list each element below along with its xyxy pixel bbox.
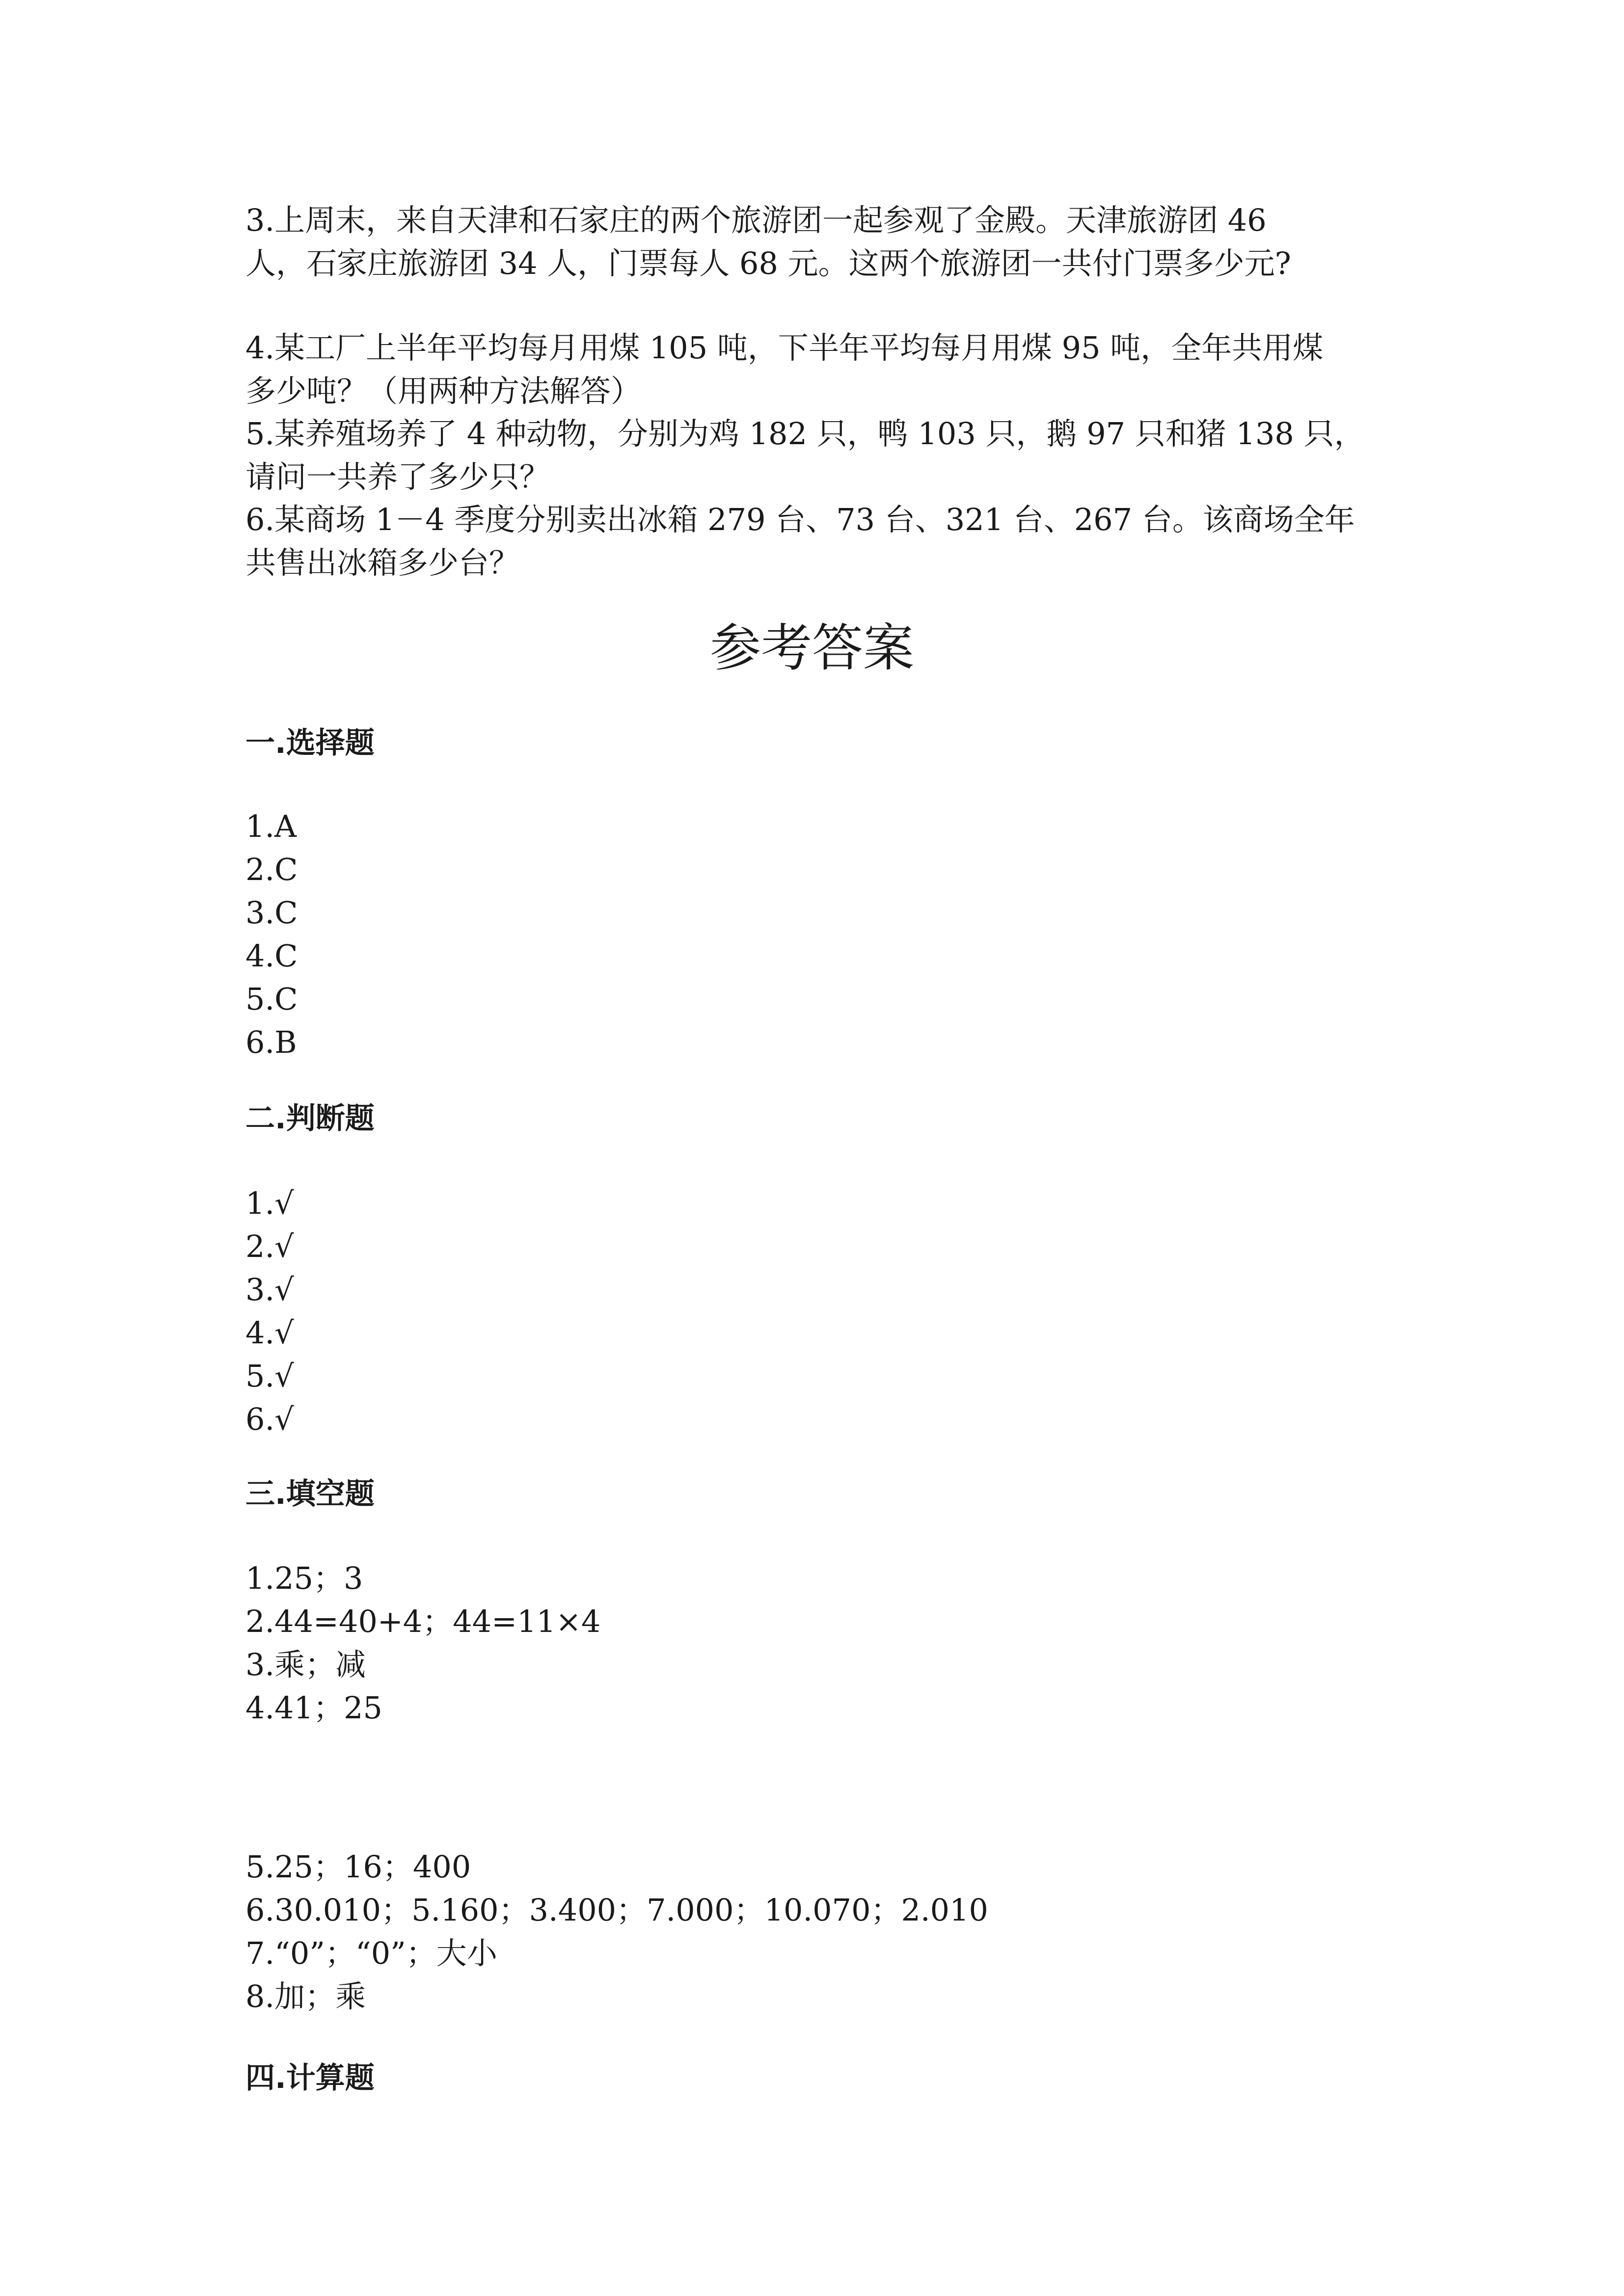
answer-item: 5.25；16；400: [245, 1849, 471, 1885]
answer-item: 3.C: [245, 895, 298, 931]
answer-item: 4.√: [245, 1315, 294, 1351]
answer-item: 4.41；25: [245, 1690, 382, 1726]
answer-item: 2.√: [245, 1228, 294, 1264]
question-line: 共售出冰箱多少台？: [245, 545, 520, 581]
section-heading: 四.计算题: [245, 2061, 375, 2095]
answer-item: 6.B: [245, 1024, 297, 1060]
answer-item: 1.√: [245, 1185, 294, 1221]
answer-item: 1.25；3: [245, 1560, 363, 1596]
answer-item: 6.√: [245, 1401, 294, 1437]
answer-item: 8.加；乘: [245, 1978, 366, 2014]
answer-list-fill-b: [245, 1845, 988, 2018]
question-6: [245, 498, 1394, 585]
answer-list-fill-a: [245, 1557, 600, 1730]
answer-item: 5.√: [245, 1358, 294, 1394]
answer-item: 3.√: [245, 1272, 294, 1308]
answer-item: 5.C: [245, 981, 298, 1017]
answer-list-judgment: [245, 1182, 294, 1441]
question-5: [245, 412, 1394, 499]
answer-title: 参考答案: [709, 618, 914, 678]
question-line: 6.某商场 1－4 季度分别卖出冰箱 279 台、73 台、321 台、267 台。该商场全年: [245, 502, 1355, 537]
question-3: [245, 199, 1394, 285]
question-line: 5.某养殖场养了 4 种动物，分别为鸡 182 只，鸭 103 只，鹅 97 只和猪 138 只，: [245, 416, 1365, 452]
question-4: [245, 326, 1394, 413]
answer-item: 6.30.010；5.160；3.400；7.000；10.070；2.010: [245, 1892, 989, 1928]
question-line: 3.上周末，来自天津和石家庄的两个旅游团一起参观了金殿。天津旅游团 46: [245, 202, 1267, 238]
section-heading: 一.选择题: [245, 726, 375, 760]
question-line: 人，石家庄旅游团 34 人，门票每人 68 元。这两个旅游团一共付门票多少元?: [245, 245, 1291, 281]
answer-list-choice: [245, 805, 298, 1064]
answer-item: 4.C: [245, 938, 298, 974]
question-line: 多少吨？（用两种方法解答）: [245, 373, 642, 409]
answer-item: 7.“0”；“0”；大小: [245, 1935, 497, 1971]
answer-item: 1.A: [245, 808, 297, 844]
section-heading: 三.填空题: [245, 1477, 375, 1511]
question-line: 请问一共养了多少只？: [245, 459, 550, 495]
answer-item: 3.乘；减: [245, 1647, 366, 1682]
question-line: 4.某工厂上半年平均每月用煤 105 吨，下半年平均每月用煤 95 吨，全年共用煤: [245, 330, 1324, 366]
section-heading: 二.判断题: [245, 1101, 375, 1136]
answer-item: 2.44=40+4；44=11×4: [245, 1603, 601, 1639]
answer-item: 2.C: [245, 852, 298, 887]
